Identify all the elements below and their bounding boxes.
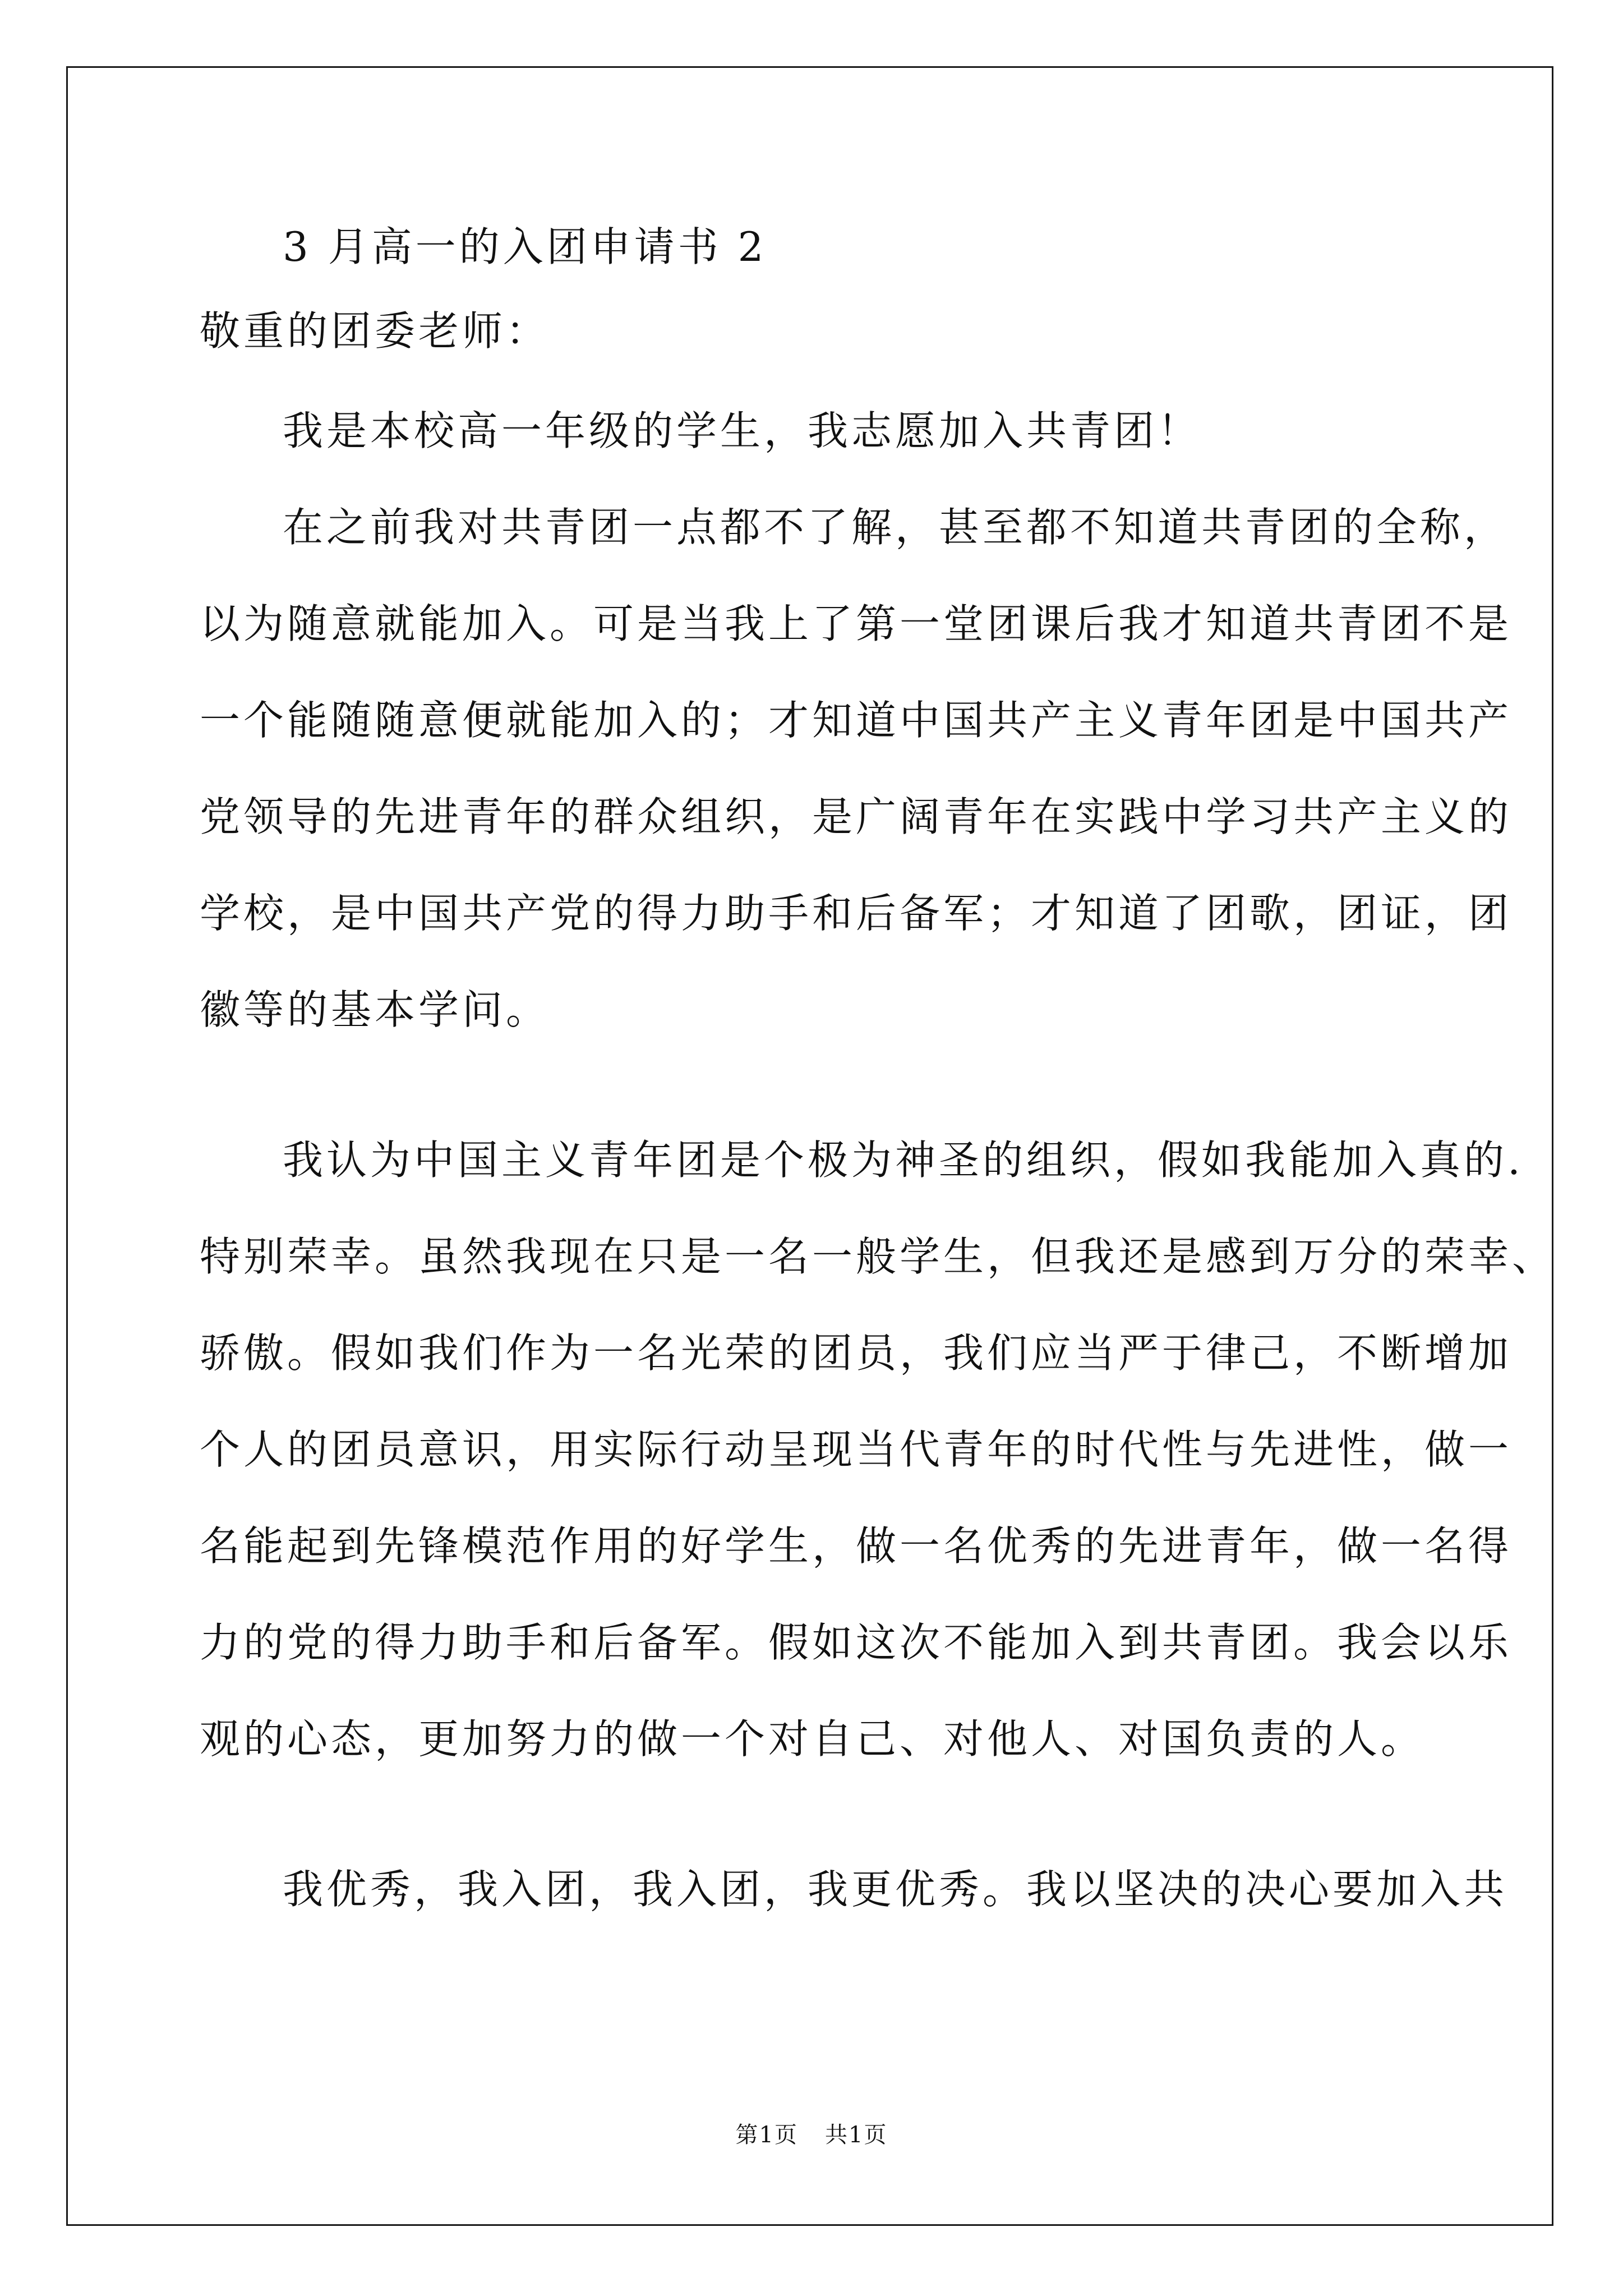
- text-line: 名能起到先锋模范作用的好学生，做一名优秀的先进青年，做一名得: [200, 1522, 1513, 1570]
- text-line: 学校，是中国共产党的得力助手和后备军；才知道了团歌，团证，团: [200, 890, 1513, 937]
- salutation: 敬重的团委老师：: [200, 307, 550, 355]
- text-line: 一个能随随意便就能加入的；才知道中国共产主义青年团是中国共产: [200, 697, 1513, 744]
- text-line: 徽等的基本学问。: [200, 986, 550, 1033]
- text-line: 在之前我对共青团一点都不了解，甚至都不知道共青团的全称，: [283, 504, 1508, 551]
- text-line: 骄傲。假如我们作为一名光荣的团员，我们应当严于律己，不断增加: [200, 1329, 1513, 1377]
- text-line: 个人的团员意识，用实际行动呈现当代青年的时代性与先进性，做一: [200, 1426, 1513, 1473]
- text-line: 我认为中国主义青年团是个极为神圣的组织，假如我能加入真的.: [283, 1137, 1524, 1184]
- text-line: 我优秀，我入团，我入团，我更优秀。我以坚决的决心要加入共: [283, 1866, 1508, 1913]
- text-line: 党领导的先进青年的群众组织，是广阔青年在实践中学习共产主义的: [200, 793, 1513, 840]
- page-total: 共1页: [825, 2122, 888, 2148]
- text-line: 力的党的得力助手和后备军。假如这次不能加入到共青团。我会以乐: [200, 1619, 1513, 1666]
- text-line: 以为随意就能加入。可是当我上了第一堂团课后我才知道共青团不是: [200, 600, 1513, 647]
- text-line: 观的心态，更加努力的做一个对自己、对他人、对国负责的人。: [200, 1715, 1425, 1763]
- text-line: 我是本校高一年级的学生，我志愿加入共青团！: [283, 407, 1202, 454]
- page-footer: [0, 2118, 1623, 2152]
- page-number: 第1页: [735, 2122, 798, 2148]
- document-title: 3 月高一的入团申请书 2: [283, 223, 767, 270]
- text-line: 特别荣幸。虽然我现在只是一名一般学生，但我还是感到万分的荣幸、: [200, 1233, 1556, 1280]
